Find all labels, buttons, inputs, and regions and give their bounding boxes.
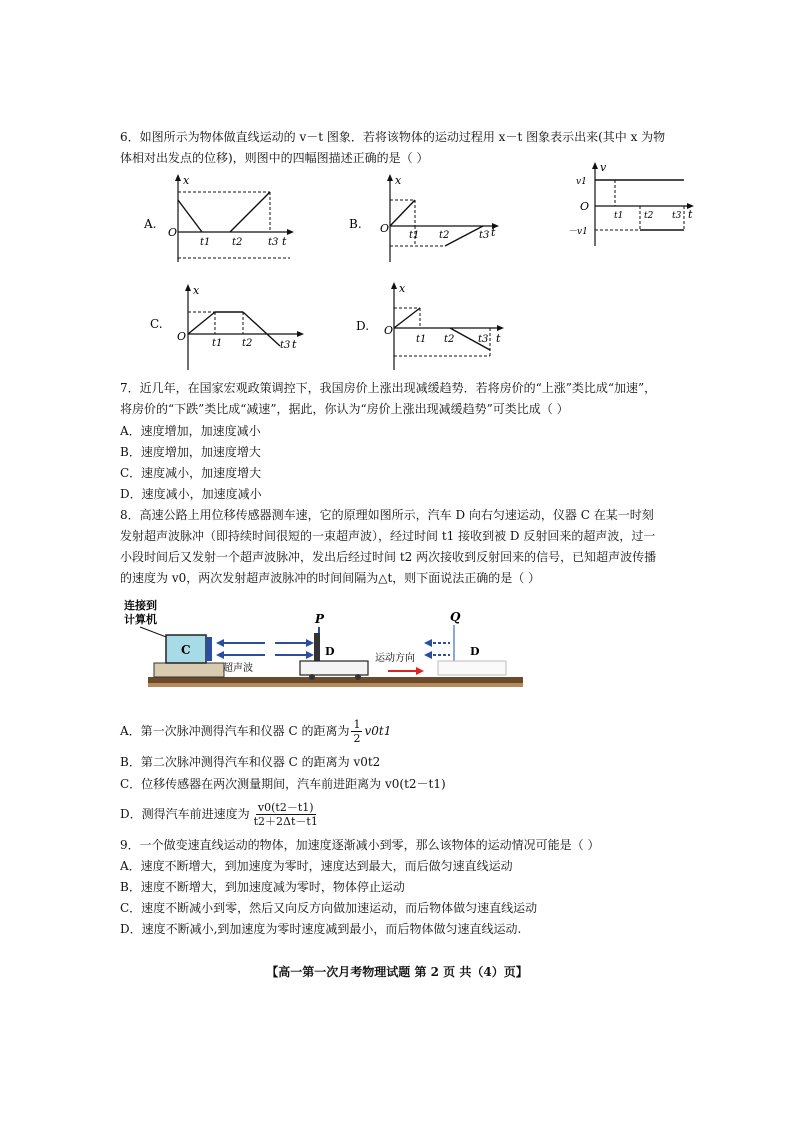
tick-t2: t2 bbox=[439, 230, 450, 241]
ultrasonic-label: 超声波 bbox=[223, 663, 253, 674]
q9-stem: 9．一个做变速直线运动的物体，加速度逐渐减小到零，那么该物体的运动情况可能是（ ） bbox=[120, 838, 600, 852]
q8-option-a-text: A．第一次脉冲测得汽车和仪器 C 的距离为 bbox=[120, 724, 350, 738]
q7-option-b: B．速度增加，加速度增大 bbox=[120, 445, 261, 459]
line-segment bbox=[390, 200, 415, 226]
axis-t-label: t bbox=[688, 208, 693, 221]
q7-option-d: D．速度减小，加速度减小 bbox=[120, 487, 262, 501]
origin-label: O bbox=[380, 222, 390, 235]
graph-b bbox=[345, 170, 505, 270]
q8-option-d bbox=[120, 796, 322, 832]
ultrasonic-sensor-figure bbox=[120, 595, 530, 695]
tick-t3: t3 bbox=[268, 237, 279, 248]
axis-x-label: x bbox=[395, 174, 402, 187]
tick-t1: t1 bbox=[200, 237, 211, 248]
line-segment bbox=[178, 200, 202, 232]
q8-option-b: B．第二次脉冲测得汽车和仪器 C 的距离为 v0t2 bbox=[120, 755, 381, 769]
car-d bbox=[300, 661, 368, 675]
line-segment bbox=[188, 312, 215, 334]
tick-t1: t1 bbox=[614, 211, 624, 221]
q6-stem-line2: 体相对出发点的位移)，则图中的四幅图描述正确的是（ ） bbox=[120, 151, 429, 165]
option-a-label: A. bbox=[144, 217, 157, 231]
axis-v-label: v bbox=[600, 161, 607, 174]
tick-t2: t2 bbox=[242, 338, 253, 349]
tick-t3: t3 bbox=[672, 211, 682, 221]
q7-stem-line2: 将房价的“下跌”类比成“减速”，据此，你认为“房价上涨出现减缓趋势”可类比成（ ） bbox=[120, 402, 569, 416]
direction-label: 运动方向 bbox=[375, 653, 415, 664]
q9-option-d: D．速度不断减小,到加速度为零时速度减到最小，而后物体做匀速直线运动. bbox=[120, 922, 522, 936]
neg-v1-label: －v1 bbox=[568, 227, 588, 237]
origin-label: O bbox=[168, 226, 178, 239]
q8-option-d-text: D．测得汽车前进速度为 bbox=[120, 807, 250, 821]
axis-t-label: t bbox=[496, 332, 501, 345]
tick-t3: t3 bbox=[478, 334, 489, 345]
q7-stem-line1: 7．近几年，在国家宏观政策调控下，我国房价上涨出现减缓趋势．若将房价的“上涨”类比成“加速”， bbox=[120, 381, 657, 395]
tick-t3: t3 bbox=[280, 340, 291, 351]
q7-option-c: C．速度减小，加速度增大 bbox=[120, 466, 262, 480]
q8-option-a-tail: v0t1 bbox=[364, 724, 392, 738]
tick-t3: t3 bbox=[479, 230, 490, 241]
axis-t-label: t bbox=[491, 226, 496, 239]
fraction-denominator: 2 bbox=[353, 731, 361, 745]
tick-t1: t1 bbox=[416, 334, 427, 345]
fraction-denominator: t2＋2Δt－t1 bbox=[253, 814, 318, 828]
q9-option-a: A．速度不断增大，到加速度为零时，速度达到最大，而后做匀速直线运动 bbox=[120, 859, 513, 873]
line-segment bbox=[230, 192, 270, 232]
q8-stem-line4: 的速度为 v0，两次发射超声波脉冲的时间间隔为△t，则下面说法正确的是（ ） bbox=[120, 571, 541, 585]
q8-option-c: C．位移传感器在两次测量期间，汽车前进距离为 v0(t2－t1) bbox=[120, 777, 446, 791]
tick-t2: t2 bbox=[232, 237, 243, 248]
tick-t2: t2 bbox=[444, 334, 455, 345]
line-segment bbox=[445, 226, 483, 246]
option-d-label: D. bbox=[356, 319, 370, 333]
q9-option-b: B．速度不断增大，到加速度减为零时，物体停止运动 bbox=[120, 880, 405, 894]
origin-label: O bbox=[384, 324, 394, 337]
fraction-numerator: 1 bbox=[353, 717, 361, 731]
axis-x-label: x bbox=[399, 282, 406, 295]
q8-stem-line3: 小段时间后又发射一个超声波脉冲，发出后经过时间 t2 两次接收到反射回来的信号，已知超声波传播 bbox=[120, 550, 657, 564]
option-c-label: C. bbox=[150, 317, 163, 331]
graph-c bbox=[140, 280, 305, 375]
graph-d bbox=[350, 278, 510, 373]
car-d-ghost-label: D bbox=[470, 645, 480, 658]
q7-option-a: A．速度增加，加速度减小 bbox=[120, 424, 261, 438]
tick-t1: t1 bbox=[212, 338, 223, 349]
q8-option-a bbox=[120, 716, 391, 746]
vt-reference-graph bbox=[560, 160, 710, 250]
tick-t2: t2 bbox=[644, 211, 654, 221]
fraction-speed bbox=[252, 801, 320, 828]
origin-label: O bbox=[580, 200, 590, 213]
q9-option-c: C．速度不断减小到零，然后又向反方向做加速运动，而后物体做匀速直线运动 bbox=[120, 901, 538, 915]
tick-t1: t1 bbox=[409, 230, 420, 241]
graph-a bbox=[140, 170, 300, 270]
v1-label: v1 bbox=[576, 177, 587, 187]
axis-x-label: x bbox=[193, 284, 200, 297]
axis-x-label: x bbox=[183, 174, 190, 187]
axis-t-label: t bbox=[282, 235, 287, 248]
point-p-label: P bbox=[315, 612, 325, 626]
page-footer: 【高一第一次月考物理试题 第 2 页 共（4）页】 bbox=[266, 965, 528, 979]
device-c-label: C bbox=[181, 643, 191, 657]
computer-label-2: 计算机 bbox=[124, 613, 157, 626]
line-segment bbox=[394, 308, 420, 328]
fraction-numerator: v0(t2－t1) bbox=[257, 800, 314, 814]
option-b-label: B. bbox=[349, 217, 362, 231]
fraction-half bbox=[351, 718, 362, 745]
axis-t-label: t bbox=[292, 338, 297, 351]
point-q-label: Q bbox=[450, 610, 461, 624]
computer-label-1: 连接到 bbox=[124, 599, 157, 612]
q8-stem-line2: 发射超声波脉冲（即持续时间很短的一束超声波），经过时间 t1 接收到被 D 反射回来的超声波，过一 bbox=[120, 529, 656, 543]
q8-stem-line1: 8．高速公路上用位移传感器测车速，它的原理如图所示，汽车 D 向右匀速运动，仪器 C 在某一时刻 bbox=[120, 508, 654, 522]
origin-label: O bbox=[177, 330, 187, 343]
q6-stem-line1: 6．如图所示为物体做直线运动的 v－t 图象．若将该物体的运动过程用 x－t 图象表示出来(其中 x 为物 bbox=[120, 130, 666, 144]
car-d-label: D bbox=[325, 645, 335, 658]
